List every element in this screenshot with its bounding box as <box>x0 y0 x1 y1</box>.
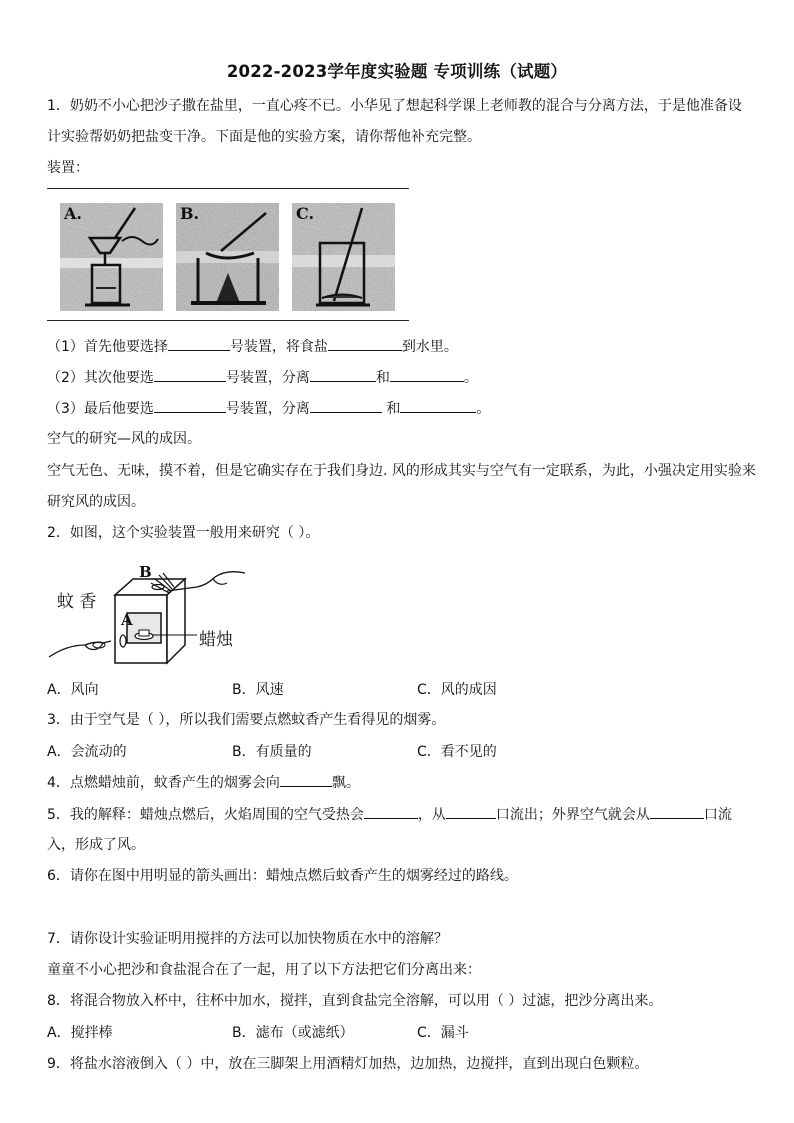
q2-option-c[interactable]: C．风的成因 <box>417 682 497 698</box>
q8-option-c[interactable]: C．漏斗 <box>417 1025 469 1041</box>
q8-option-a[interactable]: A．搅拌棒 <box>47 1025 113 1041</box>
label-hole-b: B <box>139 563 152 581</box>
photo-label-a: A. <box>64 204 82 223</box>
q5-stem-line2: 入，形成了风。 <box>47 837 145 853</box>
q4-blank[interactable] <box>280 772 332 787</box>
q5-blank-1[interactable] <box>364 804 418 819</box>
q1-sub1-blank-device[interactable] <box>168 336 230 351</box>
photo-label-b: B. <box>180 204 200 223</box>
q7-stem: 7．请你设计实验证明用搅拌的方法可以加快物质在水中的溶解？ <box>47 931 448 947</box>
q6-stem: 6．请你在图中用明显的箭头画出：蜡烛点燃后蚊香产生的烟雾经过的路线。 <box>47 868 518 884</box>
q1-stem-line1: 1．奶奶不小心把沙子撒在盐里，一直心疼不已。小华见了想起科学课上老师教的混合与分离方法，于是他准备设 <box>47 98 742 114</box>
q1-sub1: （1）首先他要选择 号装置，将食盐 到水里。 <box>47 336 458 357</box>
q2-option-b[interactable]: B．风速 <box>232 682 284 698</box>
q1-sub3-blank-device[interactable] <box>154 398 226 413</box>
apparatus-photo-a <box>60 203 163 311</box>
section-air-para-line2: 研究风的成因。 <box>47 494 145 510</box>
q8-stem: 8．将混合物放入杯中，往杯中加水，搅拌，直到食盐完全溶解，可以用（ ）过滤，把沙分离出来。 <box>47 993 663 1009</box>
apparatus-photo-b <box>176 203 279 311</box>
page-title: 2022-2023学年度实验题 专项训练（试题） <box>226 62 568 81</box>
q5-blank-3[interactable] <box>650 804 704 819</box>
section-air-para-line1: 空气无色、无味，摸不着，但是它确实存在于我们身边. 风的形成其实与空气有一定联系，为此，小强决定用实验来 <box>47 463 756 479</box>
q5-blank-2[interactable] <box>446 804 496 819</box>
q3-option-c[interactable]: C．看不见的 <box>417 744 497 760</box>
label-incense: 蚊 香 <box>57 592 97 612</box>
q5-stem-line1: 5．我的解释：蜡烛点燃后，火焰周围的空气受热会 ，从 口流出；外界空气就会从 口流 <box>47 804 732 825</box>
q3-option-b[interactable]: B．有质量的 <box>232 744 312 760</box>
q1-sub2-blank-1[interactable] <box>310 367 376 382</box>
q3-stem: 3．由于空气是（ ），所以我们需要点燃蚊香产生看得见的烟雾。 <box>47 712 446 728</box>
q9-stem: 9．将盐水溶液倒入（ ）中，放在三脚架上用酒精灯加热，边加热，边搅拌，直到出现白色颗粒。 <box>47 1056 649 1072</box>
q8-option-b[interactable]: B．滤布（或滤纸） <box>232 1025 354 1041</box>
figure-bottom-rule <box>47 320 409 321</box>
figure-top-rule <box>47 188 409 189</box>
wind-box-figure <box>47 565 247 675</box>
q3-option-a[interactable]: A．会流动的 <box>47 744 127 760</box>
q8-intro: 童童不小心把沙和食盐混合在了一起，用了以下方法把它们分离出来： <box>47 962 481 978</box>
q1-sub1-blank-action[interactable] <box>328 336 402 351</box>
q4-stem: 4．点燃蜡烛前，蚊香产生的烟雾会向 飘。 <box>47 772 360 793</box>
q1-sub3-blank-1[interactable] <box>310 398 382 413</box>
q2-option-a[interactable]: A．风向 <box>47 682 99 698</box>
q1-sub3-blank-2[interactable] <box>400 398 476 413</box>
q1-sub2-blank-device[interactable] <box>154 367 226 382</box>
q1-sub3: （3）最后他要选 号装置，分离 和 。 <box>47 398 490 419</box>
q2-stem: 2．如图，这个实验装置一般用来研究（ ）。 <box>47 525 320 541</box>
label-hole-a: A <box>121 611 133 629</box>
label-candle: 蜡烛 <box>199 630 233 650</box>
q1-sub2-blank-2[interactable] <box>390 367 464 382</box>
photo-label-c: C. <box>296 204 315 223</box>
q1-sub2: （2）其次他要选 号装置，分离 和 。 <box>47 367 478 388</box>
apparatus-photo-c <box>292 203 395 311</box>
section-heading-air: 空气的研究—风的成因。 <box>47 431 201 447</box>
q1-device-label: 装置： <box>47 160 89 176</box>
q1-stem-line2: 计实验帮奶奶把盐变干净。下面是他的实验方案，请你帮他补充完整。 <box>47 129 481 145</box>
